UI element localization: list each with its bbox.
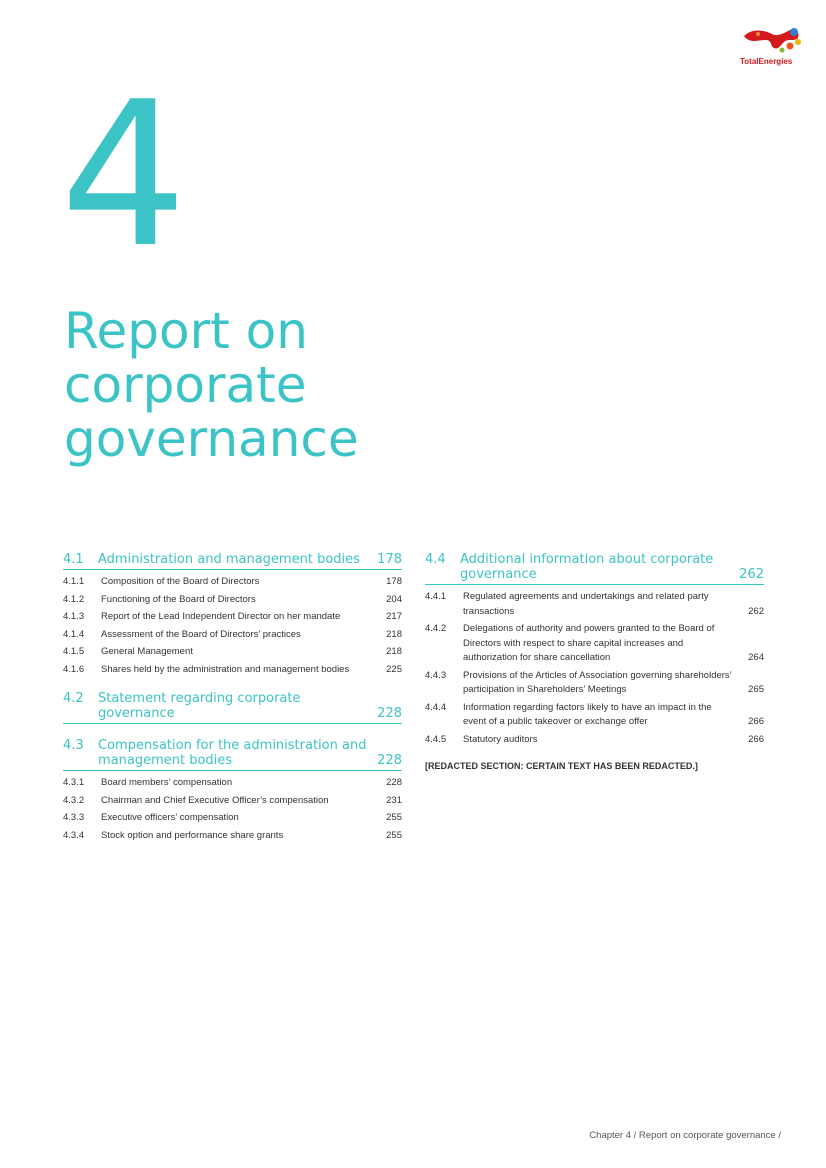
toc-entry-number: 4.1.5	[63, 646, 85, 657]
toc-entry-title: Assessment of the Board of Directors’ practices	[101, 628, 301, 640]
toc-entry-title: Provisions of the Articles of Association governing shareholders’ participation in Shareholders’ Meetings	[463, 669, 732, 695]
toc-entry-title: Executive officers’ compensation	[101, 812, 239, 823]
toc-entry[interactable]	[425, 622, 764, 666]
toc-entry[interactable]	[63, 776, 402, 791]
toc-entry-page: 265	[748, 684, 764, 695]
toc-section-title: Administration and management bodies	[98, 552, 360, 567]
toc-entry-number: 4.3.4	[63, 829, 85, 841]
toc-entry-page: 204	[386, 593, 402, 605]
toc-entry-page: 225	[386, 663, 402, 675]
toc-entry-page: 266	[748, 733, 764, 745]
toc-section-title: Compensation for the administration and management bodies	[98, 738, 367, 768]
toc-entry[interactable]	[63, 645, 402, 660]
toc-entry-title: Statutory auditors	[463, 733, 538, 745]
toc-entry-number: 4.1.4	[63, 628, 85, 640]
toc-entry-page: 262	[748, 605, 764, 617]
toc-entry-page: 264	[748, 652, 764, 663]
toc-entry[interactable]	[63, 794, 402, 809]
toc-entry[interactable]	[425, 701, 764, 730]
toc-section-title: Additional information about corporate governance	[460, 552, 714, 582]
toc-entry-number: 4.4.4	[425, 701, 447, 713]
toc-right-column	[425, 552, 764, 771]
toc-section	[425, 552, 764, 747]
toc-section-number: 4.2	[63, 691, 84, 706]
toc-entry[interactable]	[425, 733, 764, 748]
toc-entry-page: 231	[386, 794, 402, 806]
toc-entry-number: 4.4.5	[425, 733, 447, 745]
toc-section-heading[interactable]	[63, 552, 402, 570]
toc-entry[interactable]	[425, 590, 764, 619]
toc-entry-page: 228	[386, 777, 402, 788]
toc-entry[interactable]	[63, 663, 402, 678]
toc-entry-page: 218	[386, 628, 402, 640]
toc-section-page: 228	[377, 706, 402, 721]
toc-section-number: 4.4	[425, 552, 446, 567]
toc-entry-title: Board members’ compensation	[101, 777, 233, 788]
toc-section-number: 4.3	[63, 738, 84, 753]
toc-section-page: 262	[739, 567, 764, 582]
toc-entry-number: 4.1.2	[63, 593, 85, 605]
page-footer: Chapter 4 / Report on corporate governance /	[589, 1130, 781, 1141]
toc-section	[63, 738, 402, 843]
toc-entry-number: 4.4.2	[425, 623, 447, 634]
toc-entry[interactable]	[63, 628, 402, 643]
toc-entry[interactable]	[63, 593, 402, 608]
toc-section-heading[interactable]	[63, 691, 402, 724]
toc-entry[interactable]	[425, 669, 764, 698]
toc-entry-page: 266	[748, 716, 764, 727]
chapter-title: Report on corporate governance	[64, 302, 359, 468]
chapter-number: 4	[60, 59, 184, 292]
toc-entry-title: Composition of the Board of Directors	[101, 576, 260, 587]
toc-entry-title: Chairman and Chief Executive Officer’s compensation	[101, 794, 329, 806]
toc-entry-title: Shares held by the administration and management bodies	[101, 663, 350, 675]
toc-entry-title: Delegations of authority and powers granted to the Board of Directors with respect to share capital increases and authorization for share cancellation	[463, 623, 715, 663]
toc-entry-title: Functioning of the Board of Directors	[101, 593, 256, 605]
toc-entry-number: 4.1.3	[63, 611, 85, 622]
toc-entry[interactable]	[63, 829, 402, 844]
toc-entry-title: Information regarding factors likely to have an impact in the event of a public takeover or exchange offer	[463, 701, 712, 727]
toc-section-page: 178	[377, 552, 402, 567]
toc-section-page: 228	[377, 753, 402, 768]
toc-entry-page: 217	[386, 611, 402, 622]
toc-section	[63, 691, 402, 724]
toc-entry-page: 218	[386, 646, 402, 657]
toc-entry-number: 4.1.6	[63, 663, 85, 675]
toc-section-heading[interactable]	[425, 552, 764, 585]
toc-section-heading[interactable]	[63, 738, 402, 771]
toc-entry-title: Report of the Lead Independent Director on her mandate	[101, 611, 341, 622]
toc-entry-number: 4.4.1	[425, 591, 447, 602]
toc-entry-number: 4.3.3	[63, 812, 85, 823]
toc-entry[interactable]	[63, 811, 402, 826]
toc-left-column	[63, 552, 402, 857]
toc-entry-number: 4.3.1	[63, 777, 85, 788]
toc-entry-title: General Management	[101, 646, 193, 657]
toc-entry[interactable]	[63, 575, 402, 590]
toc-entry-number: 4.3.2	[63, 794, 85, 806]
toc-entry-title: Regulated agreements and undertakings and related party transactions	[463, 591, 709, 617]
toc-section	[63, 552, 402, 677]
toc-entry-number: 4.1.1	[63, 576, 85, 587]
toc-entry-page: 255	[386, 829, 402, 841]
toc-section-title: Statement regarding corporate governance	[98, 691, 301, 721]
toc-section-number: 4.1	[63, 552, 84, 567]
toc-entry-number: 4.4.3	[425, 669, 447, 681]
toc-entry-page: 178	[386, 576, 402, 587]
brand-wordmark: TotalEnergies	[740, 57, 793, 66]
toc-entry-page: 255	[386, 812, 402, 823]
redacted-notice: [REDACTED SECTION: CERTAIN TEXT HAS BEEN REDACTED.]	[425, 761, 698, 771]
toc-entry-title: Stock option and performance share grants	[101, 829, 284, 841]
toc-entry[interactable]	[63, 610, 402, 625]
